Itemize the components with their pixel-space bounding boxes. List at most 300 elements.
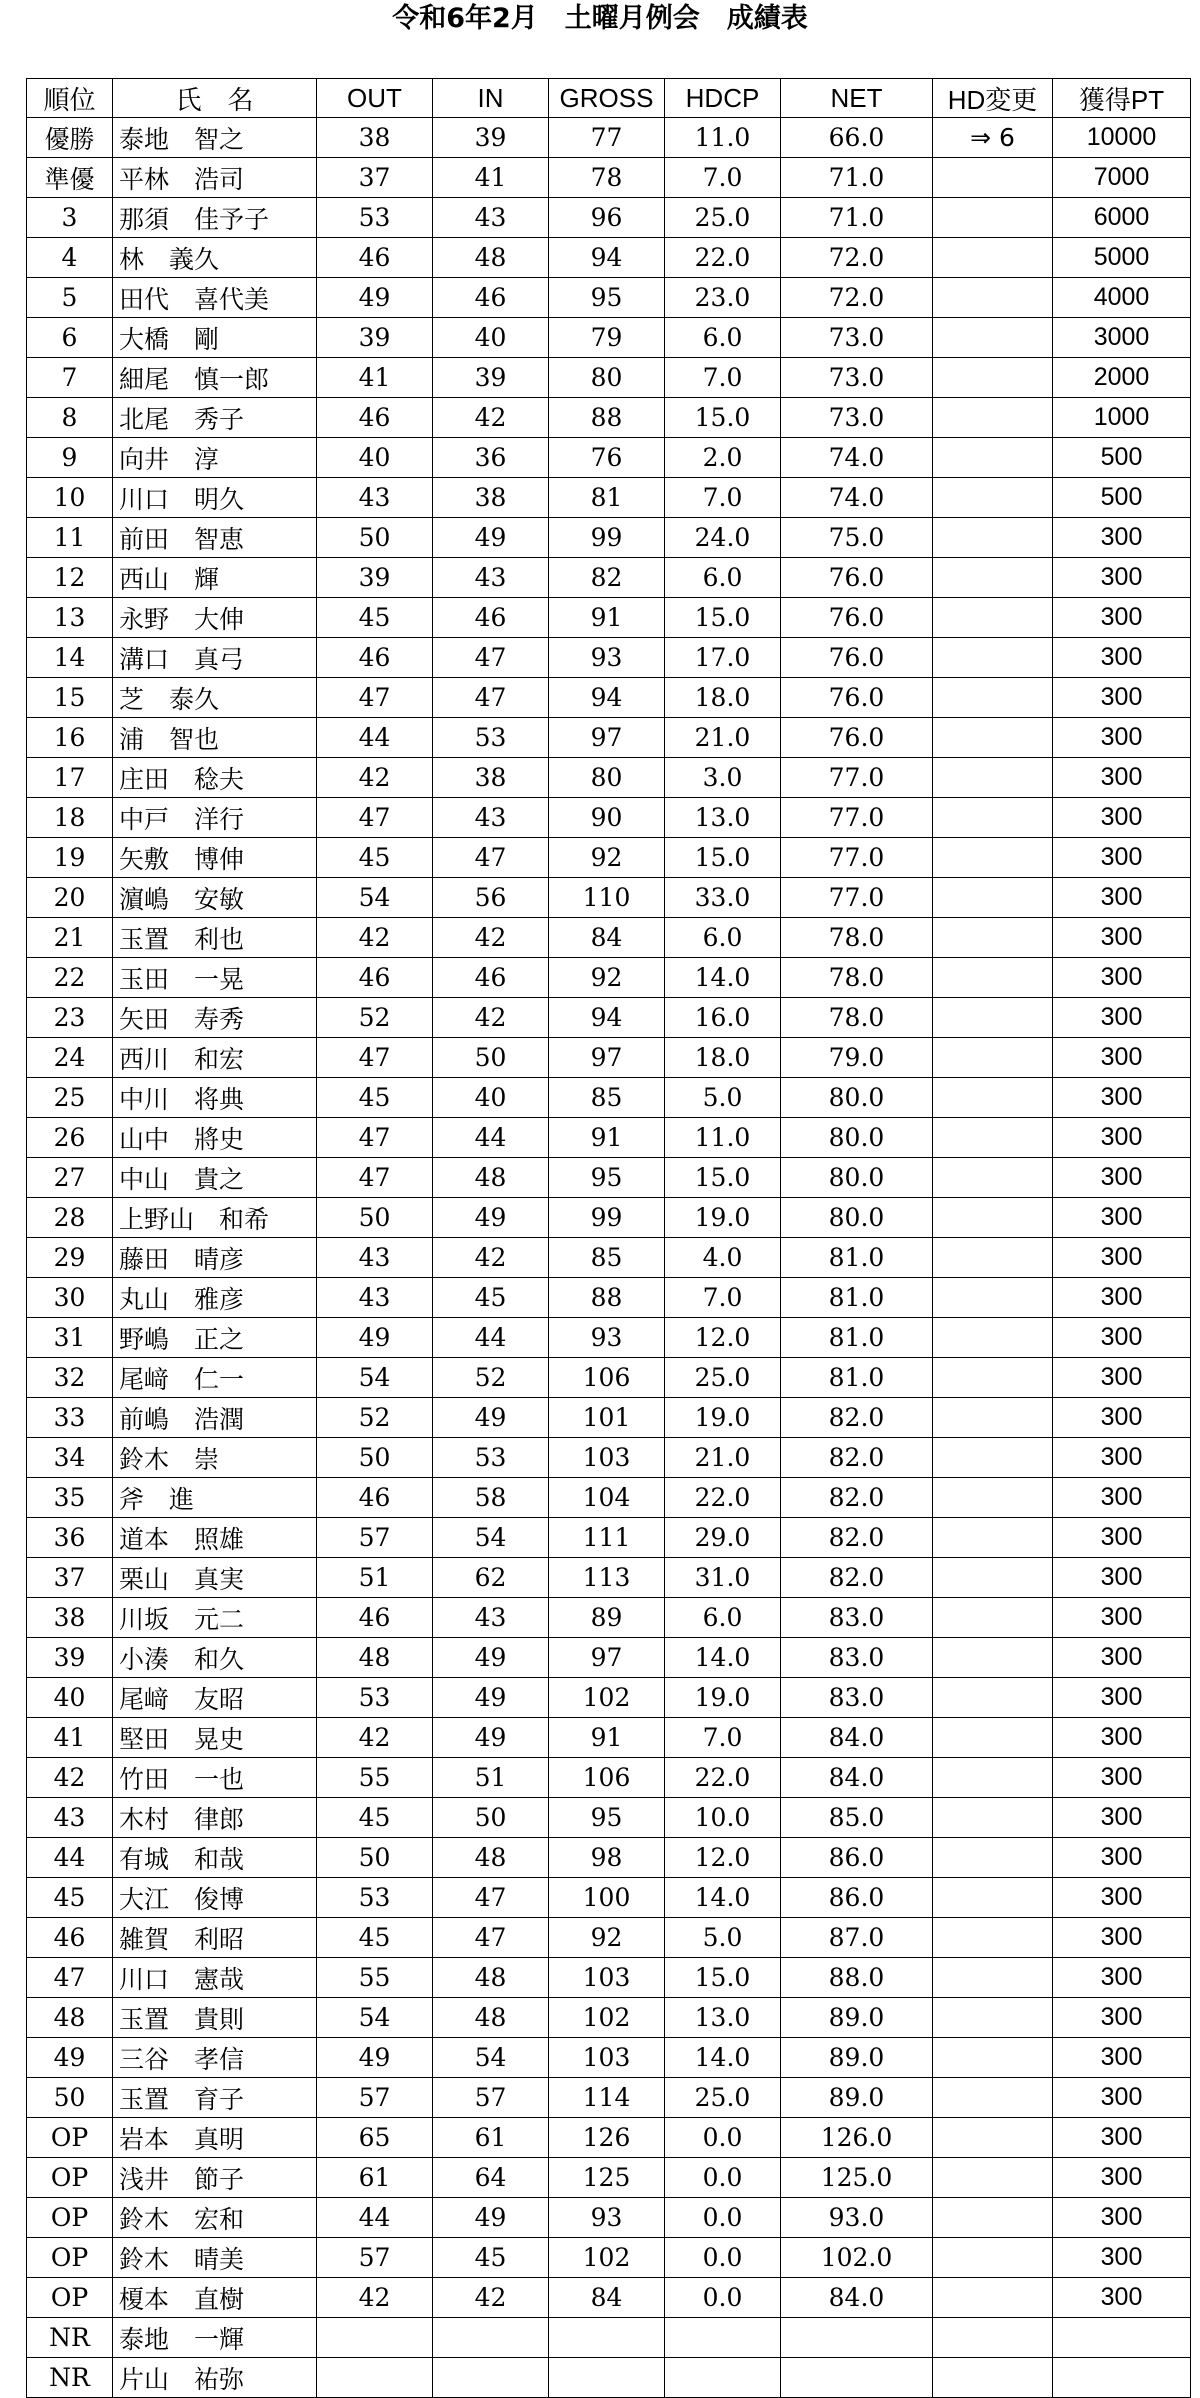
cell-rank: OP	[27, 2238, 113, 2278]
cell-in: 51	[433, 1758, 549, 1798]
cell-name: 鈴木 晴美	[113, 2238, 317, 2278]
cell-out: 37	[317, 158, 433, 198]
cell-hdcp: 22.0	[665, 1478, 781, 1518]
cell-in: 43	[433, 558, 549, 598]
cell-rank: 40	[27, 1678, 113, 1718]
cell-net: 80.0	[781, 1198, 933, 1238]
cell-in: 47	[433, 1878, 549, 1918]
table-row	[27, 598, 1191, 638]
cell-hd-change	[933, 2038, 1053, 2078]
cell-hd-change	[933, 918, 1053, 958]
cell-points: 300	[1053, 1118, 1191, 1158]
table-row	[27, 1478, 1191, 1518]
cell-hdcp: 12.0	[665, 1318, 781, 1358]
cell-in: 49	[433, 1398, 549, 1438]
cell-hdcp: 0.0	[665, 2118, 781, 2158]
table-row	[27, 358, 1191, 398]
cell-name: 浅井 節子	[113, 2158, 317, 2198]
cell-in: 43	[433, 198, 549, 238]
cell-rank: 13	[27, 598, 113, 638]
cell-hd-change	[933, 1678, 1053, 1718]
cell-in: 49	[433, 2198, 549, 2238]
cell-rank: 35	[27, 1478, 113, 1518]
cell-points: 6000	[1053, 198, 1191, 238]
cell-rank: 30	[27, 1278, 113, 1318]
cell-hdcp: 7.0	[665, 478, 781, 518]
cell-net: 74.0	[781, 438, 933, 478]
cell-rank: 32	[27, 1358, 113, 1398]
cell-in: 38	[433, 478, 549, 518]
cell-out: 55	[317, 1758, 433, 1798]
cell-hdcp	[665, 2358, 781, 2398]
cell-hdcp: 4.0	[665, 1238, 781, 1278]
cell-hdcp: 7.0	[665, 1718, 781, 1758]
cell-rank: NR	[27, 2358, 113, 2398]
cell-in: 42	[433, 998, 549, 1038]
cell-hd-change	[933, 398, 1053, 438]
cell-in: 54	[433, 2038, 549, 2078]
cell-name: 庄田 稔夫	[113, 758, 317, 798]
cell-points: 300	[1053, 2158, 1191, 2198]
cell-out: 53	[317, 1878, 433, 1918]
cell-net: 125.0	[781, 2158, 933, 2198]
cell-rank: OP	[27, 2158, 113, 2198]
cell-name: 上野山 和希	[113, 1198, 317, 1238]
cell-net: 66.0	[781, 118, 933, 158]
cell-in: 42	[433, 398, 549, 438]
cell-hd-change	[933, 2078, 1053, 2118]
cell-hdcp: 14.0	[665, 1638, 781, 1678]
cell-out: 44	[317, 2198, 433, 2238]
cell-name: 浦 智也	[113, 718, 317, 758]
cell-name: 尾﨑 仁一	[113, 1358, 317, 1398]
cell-out: 42	[317, 2278, 433, 2318]
cell-name: 北尾 秀子	[113, 398, 317, 438]
cell-out: 52	[317, 1398, 433, 1438]
cell-hdcp: 0.0	[665, 2278, 781, 2318]
cell-out: 47	[317, 1158, 433, 1198]
cell-points	[1053, 2318, 1191, 2358]
cell-hd-change	[933, 598, 1053, 638]
cell-rank: 43	[27, 1798, 113, 1838]
cell-name: 野嶋 正之	[113, 1318, 317, 1358]
cell-out: 45	[317, 598, 433, 638]
cell-gross: 91	[549, 598, 665, 638]
cell-gross: 106	[549, 1758, 665, 1798]
cell-gross: 99	[549, 518, 665, 558]
cell-name: 前嶋 浩潤	[113, 1398, 317, 1438]
cell-name: 栗山 真実	[113, 1558, 317, 1598]
cell-points: 1000	[1053, 398, 1191, 438]
cell-hdcp: 21.0	[665, 1438, 781, 1478]
cell-in: 49	[433, 1678, 549, 1718]
cell-net: 83.0	[781, 1678, 933, 1718]
cell-points: 300	[1053, 1958, 1191, 1998]
cell-points: 300	[1053, 2038, 1191, 2078]
cell-name: 川口 明久	[113, 478, 317, 518]
cell-in: 40	[433, 318, 549, 358]
cell-out: 39	[317, 558, 433, 598]
cell-hd-change	[933, 1038, 1053, 1078]
cell-gross: 91	[549, 1718, 665, 1758]
cell-hd-change	[933, 1638, 1053, 1678]
cell-points: 300	[1053, 2278, 1191, 2318]
cell-out: 44	[317, 718, 433, 758]
cell-rank: OP	[27, 2278, 113, 2318]
cell-hd-change	[933, 1158, 1053, 1198]
cell-out: 53	[317, 1678, 433, 1718]
cell-points: 300	[1053, 2198, 1191, 2238]
cell-gross: 92	[549, 1918, 665, 1958]
cell-in: 36	[433, 438, 549, 478]
cell-net: 102.0	[781, 2238, 933, 2278]
cell-gross: 95	[549, 1798, 665, 1838]
cell-net: 82.0	[781, 1398, 933, 1438]
cell-rank: 37	[27, 1558, 113, 1598]
cell-gross: 77	[549, 118, 665, 158]
cell-gross: 97	[549, 1038, 665, 1078]
cell-points: 300	[1053, 1638, 1191, 1678]
cell-gross: 78	[549, 158, 665, 198]
cell-gross: 80	[549, 758, 665, 798]
cell-gross: 110	[549, 878, 665, 918]
header-points: 獲得PT	[1053, 79, 1191, 118]
cell-net: 89.0	[781, 2078, 933, 2118]
cell-rank: 46	[27, 1918, 113, 1958]
cell-hdcp: 25.0	[665, 2078, 781, 2118]
cell-points: 300	[1053, 1358, 1191, 1398]
cell-net: 73.0	[781, 398, 933, 438]
cell-in: 46	[433, 598, 549, 638]
cell-points: 300	[1053, 1758, 1191, 1798]
table-row	[27, 2038, 1191, 2078]
cell-rank: 14	[27, 638, 113, 678]
cell-out: 54	[317, 1998, 433, 2038]
cell-out: 52	[317, 998, 433, 1038]
cell-gross: 85	[549, 1078, 665, 1118]
cell-hdcp: 6.0	[665, 918, 781, 958]
cell-gross: 100	[549, 1878, 665, 1918]
cell-name: 西山 輝	[113, 558, 317, 598]
cell-points: 300	[1053, 918, 1191, 958]
cell-points: 3000	[1053, 318, 1191, 358]
cell-net: 75.0	[781, 518, 933, 558]
cell-name: 矢田 寿秀	[113, 998, 317, 1038]
cell-out	[317, 2318, 433, 2358]
cell-hdcp: 18.0	[665, 1038, 781, 1078]
cell-hd-change	[933, 798, 1053, 838]
cell-out: 49	[317, 2038, 433, 2078]
cell-in: 44	[433, 1118, 549, 1158]
cell-name: 斧 進	[113, 1478, 317, 1518]
header-out: OUT	[317, 79, 433, 118]
cell-points: 2000	[1053, 358, 1191, 398]
cell-name: 濵嶋 安敏	[113, 878, 317, 918]
table-row	[27, 918, 1191, 958]
cell-hd-change	[933, 1318, 1053, 1358]
cell-net: 78.0	[781, 958, 933, 998]
cell-gross: 101	[549, 1398, 665, 1438]
table-row	[27, 398, 1191, 438]
cell-net	[781, 2358, 933, 2398]
table-row	[27, 798, 1191, 838]
cell-rank: 10	[27, 478, 113, 518]
cell-out: 49	[317, 278, 433, 318]
cell-out: 55	[317, 1958, 433, 1998]
cell-hdcp: 25.0	[665, 1358, 781, 1398]
cell-points: 300	[1053, 798, 1191, 838]
table-header	[27, 79, 1191, 118]
cell-net: 86.0	[781, 1878, 933, 1918]
cell-gross	[549, 2358, 665, 2398]
table-row	[27, 2198, 1191, 2238]
table-row	[27, 558, 1191, 598]
cell-points: 7000	[1053, 158, 1191, 198]
cell-in: 39	[433, 358, 549, 398]
cell-hdcp: 5.0	[665, 1918, 781, 1958]
cell-gross: 82	[549, 558, 665, 598]
cell-gross: 98	[549, 1838, 665, 1878]
header-gross: GROSS	[549, 79, 665, 118]
cell-gross: 84	[549, 2278, 665, 2318]
cell-rank: 18	[27, 798, 113, 838]
cell-in: 52	[433, 1358, 549, 1398]
cell-points: 300	[1053, 998, 1191, 1038]
cell-points: 300	[1053, 1838, 1191, 1878]
cell-net: 81.0	[781, 1238, 933, 1278]
cell-rank: 36	[27, 1518, 113, 1558]
cell-in: 46	[433, 278, 549, 318]
cell-points: 300	[1053, 678, 1191, 718]
cell-points: 300	[1053, 1558, 1191, 1598]
cell-points: 300	[1053, 638, 1191, 678]
cell-hd-change	[933, 1358, 1053, 1398]
cell-out: 42	[317, 918, 433, 958]
cell-hd-change	[933, 1918, 1053, 1958]
cell-in: 38	[433, 758, 549, 798]
table-row	[27, 438, 1191, 478]
cell-hdcp: 13.0	[665, 1998, 781, 2038]
table-row	[27, 158, 1191, 198]
cell-name: 泰地 智之	[113, 118, 317, 158]
cell-gross: 91	[549, 1118, 665, 1158]
cell-in: 47	[433, 638, 549, 678]
cell-hdcp: 17.0	[665, 638, 781, 678]
cell-name: 丸山 雅彦	[113, 1278, 317, 1318]
cell-out: 54	[317, 1358, 433, 1398]
cell-net: 82.0	[781, 1518, 933, 1558]
cell-net: 78.0	[781, 998, 933, 1038]
cell-gross: 102	[549, 2238, 665, 2278]
cell-net: 73.0	[781, 358, 933, 398]
cell-net: 80.0	[781, 1078, 933, 1118]
cell-hd-change	[933, 638, 1053, 678]
cell-hd-change	[933, 1798, 1053, 1838]
cell-hd-change	[933, 1958, 1053, 1998]
cell-out: 45	[317, 1918, 433, 1958]
cell-name: 玉置 利也	[113, 918, 317, 958]
cell-gross: 89	[549, 1598, 665, 1638]
cell-points: 300	[1053, 1198, 1191, 1238]
cell-name: 大江 俊博	[113, 1878, 317, 1918]
cell-in: 46	[433, 958, 549, 998]
cell-hd-change	[933, 1758, 1053, 1798]
table-row	[27, 2118, 1191, 2158]
cell-hd-change	[933, 1438, 1053, 1478]
cell-gross: 94	[549, 678, 665, 718]
cell-hdcp: 22.0	[665, 1758, 781, 1798]
cell-hd-change: ⇒ 6	[933, 118, 1053, 158]
cell-name: 向井 淳	[113, 438, 317, 478]
table-row	[27, 1638, 1191, 1678]
cell-hd-change	[933, 678, 1053, 718]
cell-net: 81.0	[781, 1318, 933, 1358]
table-row	[27, 758, 1191, 798]
cell-points: 300	[1053, 2118, 1191, 2158]
cell-out: 47	[317, 1118, 433, 1158]
cell-rank: 17	[27, 758, 113, 798]
table-row	[27, 2238, 1191, 2278]
cell-name: 竹田 一也	[113, 1758, 317, 1798]
cell-hd-change	[933, 2278, 1053, 2318]
cell-gross: 81	[549, 478, 665, 518]
cell-out: 48	[317, 1638, 433, 1678]
cell-in: 49	[433, 1718, 549, 1758]
cell-hdcp: 31.0	[665, 1558, 781, 1598]
cell-name: 玉置 育子	[113, 2078, 317, 2118]
table-row	[27, 1438, 1191, 1478]
cell-hd-change	[933, 1238, 1053, 1278]
cell-in: 61	[433, 2118, 549, 2158]
cell-hdcp: 15.0	[665, 398, 781, 438]
cell-in: 62	[433, 1558, 549, 1598]
cell-gross: 97	[549, 718, 665, 758]
cell-points: 300	[1053, 558, 1191, 598]
table-row	[27, 1598, 1191, 1638]
table-row	[27, 1758, 1191, 1798]
cell-hd-change	[933, 1598, 1053, 1638]
cell-points: 300	[1053, 1398, 1191, 1438]
cell-points: 300	[1053, 1878, 1191, 1918]
cell-out: 61	[317, 2158, 433, 2198]
cell-out: 45	[317, 1798, 433, 1838]
cell-in: 40	[433, 1078, 549, 1118]
table-row	[27, 1118, 1191, 1158]
cell-rank: 6	[27, 318, 113, 358]
cell-hdcp: 13.0	[665, 798, 781, 838]
cell-in: 54	[433, 1518, 549, 1558]
cell-in: 45	[433, 2238, 549, 2278]
cell-net: 73.0	[781, 318, 933, 358]
cell-points: 300	[1053, 1238, 1191, 1278]
cell-rank: 47	[27, 1958, 113, 1998]
table-row	[27, 2158, 1191, 2198]
cell-out: 43	[317, 1238, 433, 1278]
cell-hdcp: 15.0	[665, 838, 781, 878]
cell-net: 88.0	[781, 1958, 933, 1998]
cell-rank: 22	[27, 958, 113, 998]
cell-name: 中山 貴之	[113, 1158, 317, 1198]
cell-rank: 9	[27, 438, 113, 478]
cell-points: 300	[1053, 1918, 1191, 1958]
cell-net: 76.0	[781, 678, 933, 718]
table-row	[27, 1558, 1191, 1598]
cell-in: 45	[433, 1278, 549, 1318]
cell-gross: 92	[549, 838, 665, 878]
cell-hdcp: 14.0	[665, 958, 781, 998]
cell-gross: 114	[549, 2078, 665, 2118]
table-row	[27, 2358, 1191, 2398]
cell-name: 大橋 剛	[113, 318, 317, 358]
cell-hd-change	[933, 2198, 1053, 2238]
cell-in: 58	[433, 1478, 549, 1518]
cell-gross: 102	[549, 1678, 665, 1718]
table-row	[27, 2318, 1191, 2358]
cell-gross: 93	[549, 638, 665, 678]
cell-gross: 88	[549, 1278, 665, 1318]
cell-in: 43	[433, 1598, 549, 1638]
cell-hd-change	[933, 1718, 1053, 1758]
cell-out: 43	[317, 1278, 433, 1318]
cell-net: 76.0	[781, 558, 933, 598]
cell-points: 300	[1053, 758, 1191, 798]
cell-in	[433, 2318, 549, 2358]
cell-net: 80.0	[781, 1158, 933, 1198]
cell-net: 81.0	[781, 1358, 933, 1398]
table-row	[27, 1078, 1191, 1118]
cell-hdcp: 7.0	[665, 158, 781, 198]
table-row	[27, 1998, 1191, 2038]
table-row	[27, 1238, 1191, 1278]
cell-points: 300	[1053, 1998, 1191, 2038]
cell-name: 尾﨑 友昭	[113, 1678, 317, 1718]
table-row	[27, 878, 1191, 918]
cell-points: 300	[1053, 1678, 1191, 1718]
table-row	[27, 1278, 1191, 1318]
cell-hd-change	[933, 998, 1053, 1038]
cell-hdcp: 5.0	[665, 1078, 781, 1118]
cell-name: 林 義久	[113, 238, 317, 278]
cell-name: 那須 佳予子	[113, 198, 317, 238]
cell-in: 50	[433, 1798, 549, 1838]
cell-points: 300	[1053, 1518, 1191, 1558]
cell-net: 71.0	[781, 158, 933, 198]
cell-name: 細尾 慎一郎	[113, 358, 317, 398]
table-row	[27, 518, 1191, 558]
cell-in: 56	[433, 878, 549, 918]
cell-in: 49	[433, 1638, 549, 1678]
cell-net: 77.0	[781, 798, 933, 838]
cell-in: 48	[433, 238, 549, 278]
table-row	[27, 1798, 1191, 1838]
cell-hdcp: 18.0	[665, 678, 781, 718]
cell-hd-change	[933, 958, 1053, 998]
cell-out: 57	[317, 2238, 433, 2278]
cell-name: 芝 泰久	[113, 678, 317, 718]
cell-hdcp: 19.0	[665, 1198, 781, 1238]
cell-gross: 93	[549, 2198, 665, 2238]
cell-rank: 8	[27, 398, 113, 438]
cell-gross: 95	[549, 278, 665, 318]
cell-name: 矢敷 博伸	[113, 838, 317, 878]
table-row	[27, 198, 1191, 238]
cell-net: 77.0	[781, 758, 933, 798]
cell-hd-change	[933, 2358, 1053, 2398]
table-row	[27, 1878, 1191, 1918]
cell-out: 46	[317, 638, 433, 678]
cell-hd-change	[933, 158, 1053, 198]
cell-rank: 49	[27, 2038, 113, 2078]
